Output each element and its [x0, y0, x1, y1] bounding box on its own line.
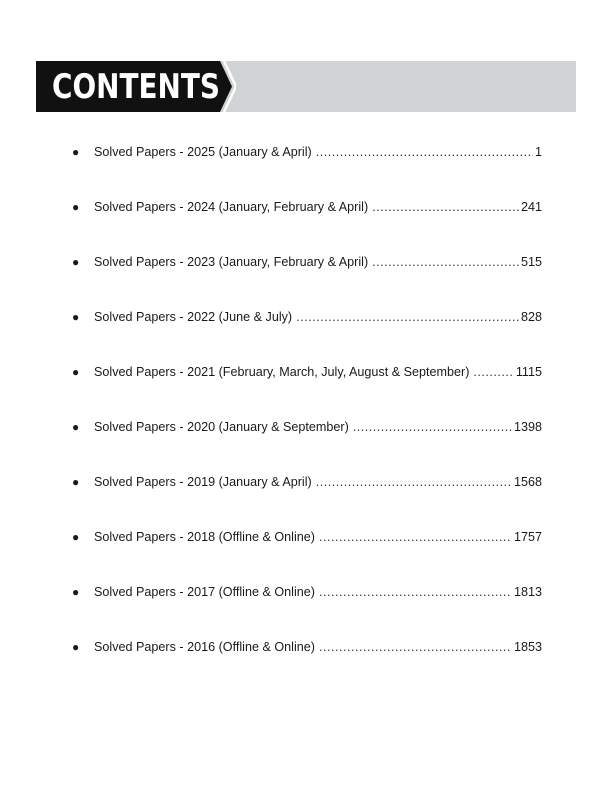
- toc-entry-line: [72, 140, 542, 163]
- dot-leader: [319, 585, 512, 599]
- dot-leader: [316, 475, 512, 489]
- toc-entry-line: [72, 580, 542, 603]
- toc-entry[interactable]: [72, 470, 542, 525]
- header-black-tab: [36, 61, 236, 112]
- toc-page-number: 515: [520, 255, 542, 269]
- toc-entry-label: Solved Papers - 2016 (Offline & Online): [94, 640, 315, 654]
- toc-entry[interactable]: [72, 250, 542, 305]
- toc-entry[interactable]: [72, 360, 542, 415]
- table-of-contents: [72, 140, 542, 690]
- toc-entry[interactable]: [72, 195, 542, 250]
- contents-header: [36, 61, 576, 112]
- toc-page-number: 241: [520, 200, 542, 214]
- bullet-icon: ●: [72, 365, 80, 379]
- toc-entry[interactable]: [72, 140, 542, 195]
- bullet-icon: ●: [72, 200, 80, 214]
- dot-leader: [473, 365, 513, 379]
- bullet-icon: ●: [72, 420, 80, 434]
- toc-entry-line: [72, 470, 542, 493]
- toc-page-number: 1813: [513, 585, 542, 599]
- bullet-icon: ●: [72, 145, 80, 159]
- toc-entry[interactable]: [72, 415, 542, 470]
- dot-leader: [316, 145, 533, 159]
- toc-entry-label: Solved Papers - 2025 (January & April): [94, 145, 312, 159]
- dot-leader: [319, 530, 512, 544]
- toc-entry-label: Solved Papers - 2023 (January, February & April): [94, 255, 369, 269]
- toc-page-number: 1115: [515, 365, 542, 379]
- toc-entry-line: [72, 360, 542, 383]
- toc-entry[interactable]: [72, 635, 542, 690]
- page-title: CONTENTS: [52, 67, 220, 107]
- toc-page-number: 1853: [513, 640, 542, 654]
- toc-page-number: 1568: [513, 475, 542, 489]
- toc-entry[interactable]: [72, 580, 542, 635]
- toc-entry-line: [72, 305, 542, 328]
- dot-leader: [353, 420, 512, 434]
- bullet-icon: ●: [72, 475, 80, 489]
- toc-entry-label: Solved Papers - 2022 (June & July): [94, 310, 293, 324]
- toc-entry-label: Solved Papers - 2018 (Offline & Online): [94, 530, 315, 544]
- bullet-icon: ●: [72, 310, 80, 324]
- toc-page-number: 1757: [513, 530, 542, 544]
- toc-page-number: 1398: [513, 420, 542, 434]
- toc-entry-line: [72, 250, 542, 273]
- dot-leader: [372, 200, 519, 214]
- bullet-icon: ●: [72, 530, 80, 544]
- toc-entry-line: [72, 415, 542, 438]
- bullet-icon: ●: [72, 585, 80, 599]
- toc-entry-label: Solved Papers - 2017 (Offline & Online): [94, 585, 315, 599]
- bullet-icon: ●: [72, 255, 80, 269]
- dot-leader: [319, 640, 512, 654]
- toc-entry-label: Solved Papers - 2020 (January & September): [94, 420, 349, 434]
- toc-entry[interactable]: [72, 305, 542, 360]
- dot-leader: [296, 310, 519, 324]
- toc-entry-label: Solved Papers - 2024 (January, February & April): [94, 200, 369, 214]
- toc-page-number: 1: [534, 145, 542, 159]
- dot-leader: [372, 255, 519, 269]
- toc-entry-line: [72, 525, 542, 548]
- toc-entry-line: [72, 195, 542, 218]
- toc-entry-label: Solved Papers - 2019 (January & April): [94, 475, 312, 489]
- toc-page-number: 828: [520, 310, 542, 324]
- toc-entry-line: [72, 635, 542, 658]
- bullet-icon: ●: [72, 640, 80, 654]
- toc-entry[interactable]: [72, 525, 542, 580]
- toc-entry-label: Solved Papers - 2021 (February, March, July, August & September): [94, 365, 470, 379]
